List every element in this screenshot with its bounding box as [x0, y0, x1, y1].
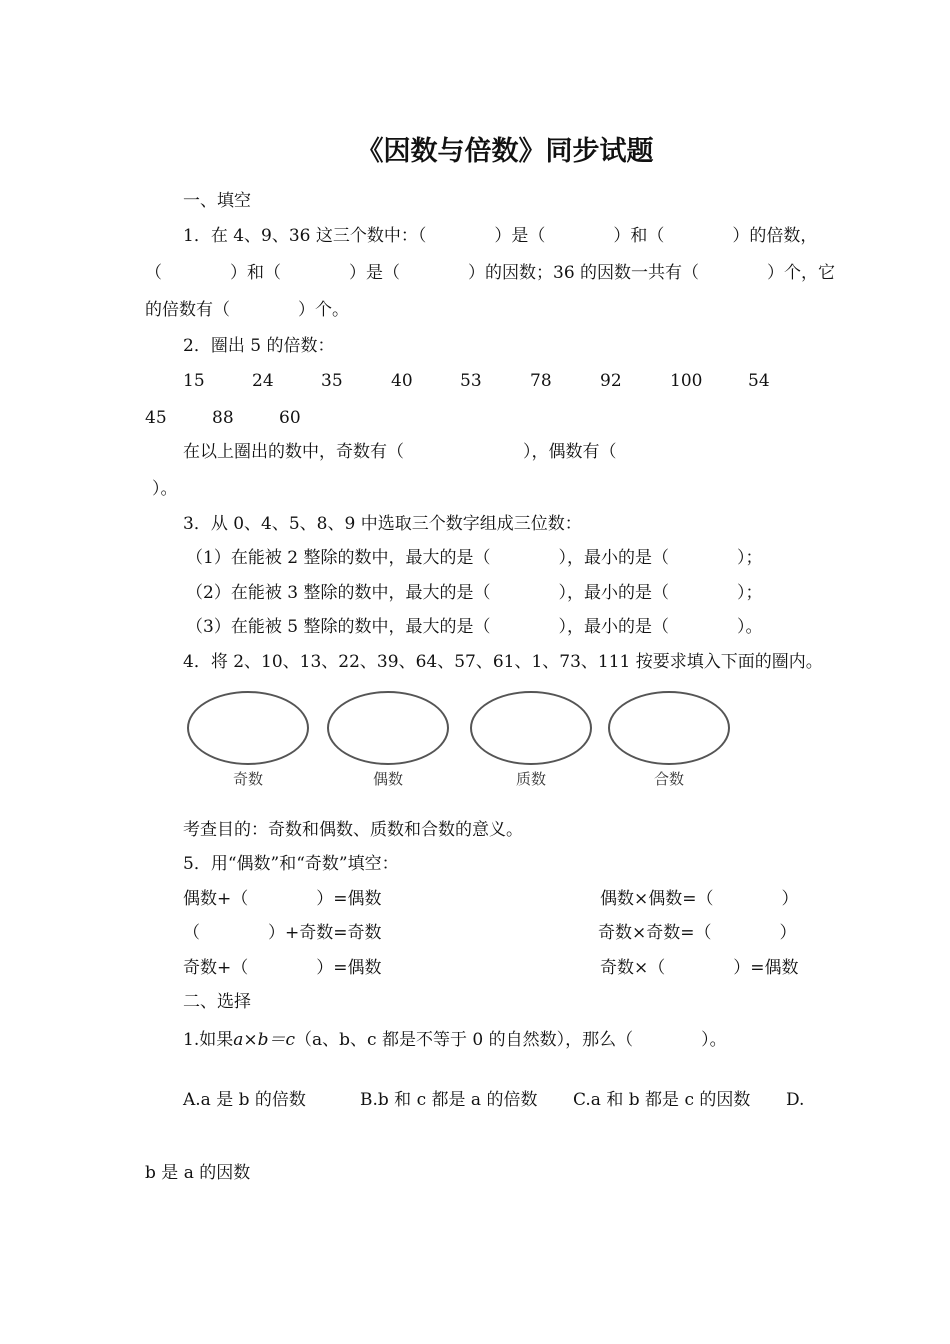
number-item: 45: [145, 408, 167, 428]
q2-line1: 2．圈出 5 的倍数：: [183, 336, 335, 356]
odd-circle: [187, 691, 309, 765]
q2-line3: ）。: [152, 479, 178, 499]
page-title: 《因数与倍数》同步试题: [356, 136, 654, 167]
q1-line2: （ ）和（ ）是（ ）的因数；36 的因数一共有（ ）个，它: [145, 263, 836, 283]
composite-label: 合数: [653, 770, 684, 788]
q4-purpose: 考查目的：奇数和偶数、质数和合数的意义。: [183, 820, 523, 840]
q1-line1: 1．在 4、9、36 这三个数中：（ ）是（ ）和（ ）的倍数，: [183, 226, 818, 246]
q5-right-2: 奇数×奇数=（ ）: [598, 923, 797, 943]
number-item: 24: [252, 371, 274, 391]
number-item: 78: [530, 371, 552, 391]
number-item: 92: [600, 371, 622, 391]
q3-sub1: （1）在能被 2 整除的数中，最大的是（ ），最小的是（ ）；: [186, 548, 763, 568]
number-item: 40: [391, 371, 413, 391]
even-circle: [327, 691, 449, 765]
q3-line1: 3．从 0、4、5、8、9 中选取三个数字组成三位数：: [183, 514, 582, 534]
section-fill-blank-heading: 一、填空: [183, 191, 251, 211]
number-item: 53: [460, 371, 482, 391]
q3-sub3: （3）在能被 5 整除的数中，最大的是（ ），最小的是（ ）。: [186, 617, 763, 637]
q5-left-3: 奇数+（ ）=偶数: [183, 958, 382, 978]
q5-left-2: （ ）+奇数=奇数: [183, 923, 382, 943]
q5-right-1: 偶数×偶数=（ ）: [600, 889, 799, 909]
option-c: C.a 和 b 都是 c 的因数: [573, 1090, 751, 1110]
odd-label: 奇数: [232, 770, 263, 788]
composite-circle: [608, 691, 730, 765]
number-item: 35: [321, 371, 343, 391]
c1-question: [183, 1029, 727, 1051]
q1-line3: 的倍数有（ ）个。: [145, 300, 349, 320]
number-item: 100: [670, 371, 703, 391]
q5-line1: 5．用“偶数”和“奇数”填空：: [183, 854, 399, 874]
q5-left-1: 偶数+（ ）=偶数: [183, 889, 382, 909]
option-d: D.: [786, 1090, 805, 1110]
number-item: 15: [183, 371, 205, 391]
c1-equation: a×b＝c: [233, 1030, 296, 1050]
q4-line1: 4．将 2、10、13、22、39、64、57、61、1、73、111 按要求填入下面的圈内。: [183, 652, 823, 672]
prime-circle: [470, 691, 592, 765]
even-label: 偶数: [372, 770, 403, 788]
number-item: 60: [279, 408, 301, 428]
section-choice-heading: 二、选择: [183, 992, 251, 1012]
prime-label: 质数: [515, 770, 546, 788]
q5-right-3: 奇数×（ ）=偶数: [600, 958, 799, 978]
c1-post: （a、b、c 都是不等于 0 的自然数），那么（ ）。: [295, 1030, 727, 1050]
option-b: B.b 和 c 都是 a 的倍数: [360, 1090, 538, 1110]
option-d-continued: b 是 a 的因数: [145, 1163, 251, 1183]
number-item: 54: [748, 371, 770, 391]
number-item: 88: [212, 408, 234, 428]
q3-sub2: （2）在能被 3 整除的数中，最大的是（ ），最小的是（ ）；: [186, 583, 763, 603]
option-a: A.a 是 b 的倍数: [183, 1090, 306, 1110]
q2-line2: 在以上圈出的数中，奇数有（ ），偶数有（: [183, 442, 617, 462]
c1-pre: 1.如果: [183, 1030, 234, 1050]
